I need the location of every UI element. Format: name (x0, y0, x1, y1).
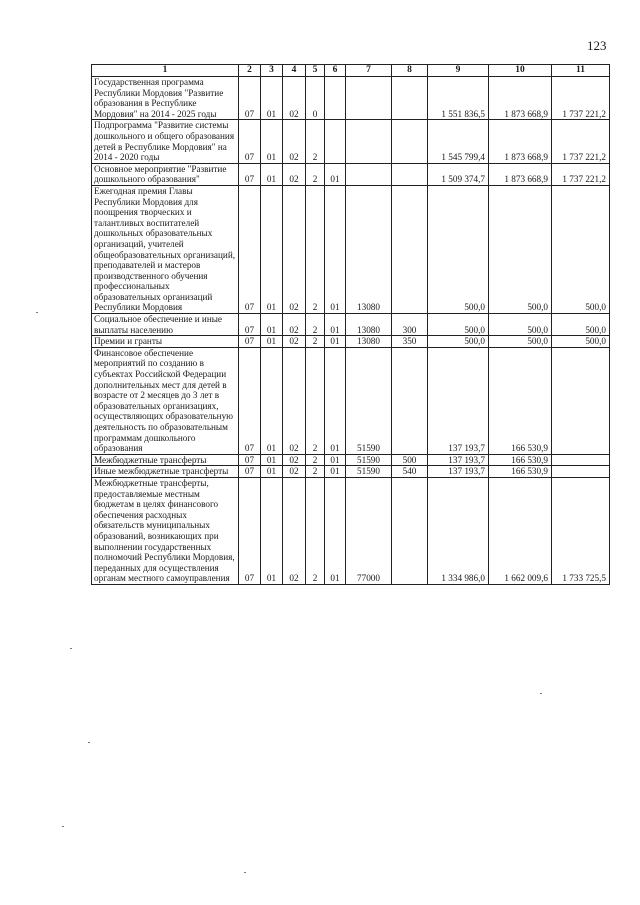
scan-speck (540, 693, 542, 694)
amount-cell: 500,0 (489, 185, 552, 313)
amount-cell (552, 347, 610, 454)
code-cell (392, 77, 428, 120)
code-cell: 01 (261, 347, 283, 454)
amount-cell: 500,0 (428, 185, 489, 313)
code-cell: 01 (261, 77, 283, 120)
code-cell: 2 (306, 185, 325, 313)
code-cell: 02 (283, 120, 306, 163)
code-cell: 07 (239, 163, 261, 185)
code-cell: 2 (306, 347, 325, 454)
code-cell (325, 77, 346, 120)
row-name: Социальное обеспечение и иные выплаты населению (92, 314, 239, 336)
amount-cell: 500,0 (552, 314, 610, 336)
page-number: 123 (587, 38, 607, 53)
code-cell: 2 (306, 466, 325, 478)
amount-cell: 137 193,7 (428, 454, 489, 466)
code-cell: 07 (239, 454, 261, 466)
code-cell: 07 (239, 120, 261, 163)
code-cell: 51590 (346, 454, 392, 466)
code-cell: 02 (283, 477, 306, 584)
scan-speck (36, 312, 38, 313)
code-cell: 01 (261, 163, 283, 185)
amount-cell: 1 737 221,2 (552, 120, 610, 163)
code-cell: 2 (306, 163, 325, 185)
code-cell (346, 163, 392, 185)
code-cell: 07 (239, 477, 261, 584)
amount-cell (552, 466, 610, 478)
code-cell (346, 120, 392, 163)
column-header: 11 (552, 65, 610, 77)
row-name: Межбюджетные трансферты, предоставляемые местным бюджетам в целях финансового обеспечения расходных обязательств муниципальных образований, возникающих при выполнении государственных полномочий Республики Мордовия, переданных для осуществления органам местного самоуправления (92, 477, 239, 584)
code-cell: 51590 (346, 466, 392, 478)
column-header: 2 (239, 65, 261, 77)
row-name: Иные межбюджетные трансферты (92, 466, 239, 478)
code-cell: 13080 (346, 185, 392, 313)
scan-speck (88, 742, 90, 743)
amount-cell: 1 737 221,2 (552, 163, 610, 185)
code-cell (325, 120, 346, 163)
table-row (92, 466, 610, 478)
amount-cell: 1 551 836,5 (428, 77, 489, 120)
table-row (92, 314, 610, 336)
table-row (92, 336, 610, 348)
code-cell: 02 (283, 466, 306, 478)
code-cell: 01 (325, 347, 346, 454)
table-row (92, 454, 610, 466)
amount-cell: 1 662 009,6 (489, 477, 552, 584)
code-cell: 02 (283, 336, 306, 348)
column-header: 8 (392, 65, 428, 77)
code-cell: 500 (392, 454, 428, 466)
amount-cell: 166 530,9 (489, 347, 552, 454)
code-cell: 01 (325, 454, 346, 466)
scan-speck (244, 872, 246, 873)
code-cell: 51590 (346, 347, 392, 454)
code-cell: 02 (283, 163, 306, 185)
code-cell: 01 (261, 466, 283, 478)
code-cell: 2 (306, 336, 325, 348)
amount-cell: 500,0 (489, 336, 552, 348)
amount-cell: 166 530,9 (489, 454, 552, 466)
code-cell (392, 477, 428, 584)
table-row (92, 477, 610, 584)
code-cell: 01 (261, 314, 283, 336)
code-cell: 07 (239, 466, 261, 478)
code-cell: 01 (261, 477, 283, 584)
code-cell: 02 (283, 454, 306, 466)
row-name: Основное мероприятие "Развитие дошкольного образования" (92, 163, 239, 185)
code-cell: 02 (283, 185, 306, 313)
amount-cell: 137 193,7 (428, 347, 489, 454)
code-cell: 2 (306, 120, 325, 163)
row-name: Межбюджетные трансферты (92, 454, 239, 466)
code-cell: 540 (392, 466, 428, 478)
code-cell: 01 (261, 454, 283, 466)
code-cell: 01 (325, 477, 346, 584)
code-cell: 07 (239, 336, 261, 348)
code-cell: 2 (306, 454, 325, 466)
code-cell: 2 (306, 314, 325, 336)
code-cell (346, 77, 392, 120)
code-cell (392, 163, 428, 185)
code-cell: 07 (239, 314, 261, 336)
code-cell: 300 (392, 314, 428, 336)
amount-cell: 1 873 668,9 (489, 77, 552, 120)
code-cell: 01 (261, 185, 283, 313)
amount-cell: 166 530,9 (489, 466, 552, 478)
table-row (92, 347, 610, 454)
code-cell: 13080 (346, 314, 392, 336)
row-name: Ежегодная премия Главы Республики Мордовия для поощрения творческих и талантливых воспитателей дошкольных образовательных организаций, учителей общеобразовательных организаций, преподавателей и мастеров производственного обучения профессиональных образовательных организаций Республики Мордовия (92, 185, 239, 313)
amount-cell: 500,0 (552, 185, 610, 313)
amount-cell: 137 193,7 (428, 466, 489, 478)
table-header-row (92, 65, 610, 77)
amount-cell: 1 545 799,4 (428, 120, 489, 163)
scan-speck (62, 826, 64, 827)
amount-cell: 1 737 221,2 (552, 77, 610, 120)
code-cell: 01 (325, 163, 346, 185)
code-cell: 01 (261, 120, 283, 163)
amount-cell: 1 733 725,5 (552, 477, 610, 584)
scan-speck (70, 648, 72, 649)
amount-cell (552, 454, 610, 466)
code-cell: 77000 (346, 477, 392, 584)
column-header: 3 (261, 65, 283, 77)
code-cell: 07 (239, 185, 261, 313)
row-name: Государственная программа Республики Мордовия "Развитие образования в Республике Мордовия" на 2014 - 2025 годы (92, 77, 239, 120)
column-header: 4 (283, 65, 306, 77)
code-cell: 01 (325, 336, 346, 348)
code-cell: 0 (306, 77, 325, 120)
table-row (92, 163, 610, 185)
row-name: Финансовое обеспечение мероприятий по созданию в субъектах Российской Федерации дополнительных мест для детей в возрасте от 2 месяцев до 3 лет в образовательных организациях, осуществляющих образовательную деятельность по образовательным программам дошкольного образования (92, 347, 239, 454)
code-cell: 02 (283, 347, 306, 454)
amount-cell: 500,0 (489, 314, 552, 336)
amount-cell: 1 509 374,7 (428, 163, 489, 185)
column-header: 9 (428, 65, 489, 77)
column-header: 5 (306, 65, 325, 77)
column-header: 10 (489, 65, 552, 77)
budget-table (91, 64, 610, 585)
column-header: 1 (92, 65, 239, 77)
code-cell: 2 (306, 477, 325, 584)
code-cell: 02 (283, 77, 306, 120)
code-cell: 350 (392, 336, 428, 348)
code-cell: 07 (239, 77, 261, 120)
code-cell (392, 120, 428, 163)
amount-cell: 500,0 (428, 336, 489, 348)
code-cell: 07 (239, 347, 261, 454)
amount-cell: 1 873 668,9 (489, 163, 552, 185)
column-header: 7 (346, 65, 392, 77)
row-name: Премии и гранты (92, 336, 239, 348)
code-cell (392, 185, 428, 313)
code-cell: 13080 (346, 336, 392, 348)
code-cell: 01 (325, 314, 346, 336)
table-row (92, 120, 610, 163)
column-header: 6 (325, 65, 346, 77)
code-cell: 01 (325, 466, 346, 478)
row-name: Подпрограмма "Развитие системы дошкольного и общего образования детей в Республике Мордовия" на 2014 - 2020 годы (92, 120, 239, 163)
code-cell: 02 (283, 314, 306, 336)
table-row (92, 185, 610, 313)
amount-cell: 1 334 986,0 (428, 477, 489, 584)
code-cell: 01 (261, 336, 283, 348)
amount-cell: 500,0 (428, 314, 489, 336)
code-cell: 01 (325, 185, 346, 313)
amount-cell: 500,0 (552, 336, 610, 348)
table-row (92, 77, 610, 120)
amount-cell: 1 873 668,9 (489, 120, 552, 163)
code-cell (392, 347, 428, 454)
